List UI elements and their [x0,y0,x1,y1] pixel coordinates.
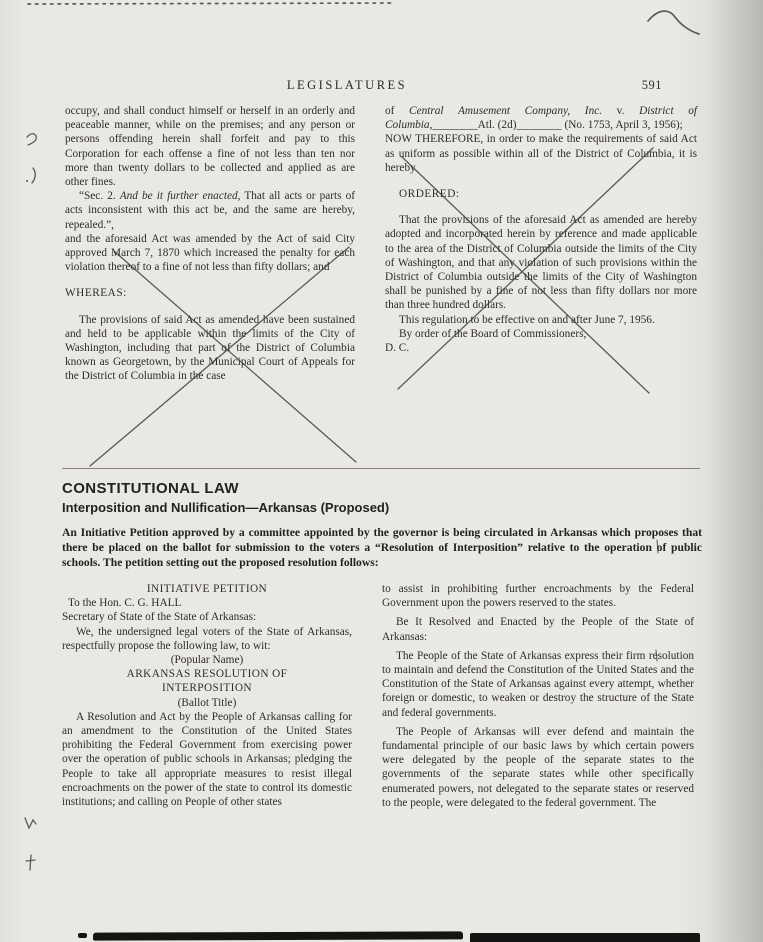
whereas-heading: WHEREAS: [65,287,127,300]
scan-artifact-bar [470,933,700,942]
ordinance-left-column [65,104,355,384]
page-header [62,78,702,94]
article-left-column [62,582,352,810]
ballot-title-label: (Ballot Title) [177,696,237,709]
ordinance-right-column [385,104,697,384]
text-run: That all acts or parts of acts inconsistent with this act be, and the same are hereby, repealed.”, [65,190,355,231]
paragraph: A Resolution and Act by the People of Arkansas calling for an amendment to the Constitution of the United States prohibiting the Federal Government from exercising power over the operation of public schools in Arkansas; pledging the People to take all appropriate measures to resist illegal encroachments on the power of the state to control its domestic institutions; and calling on People of other states [62,710,352,809]
text-run: of [385,105,410,117]
text-run: D. C. [385,342,410,355]
paragraph: We, the undersigned legal voters of the State of Arkansas, respectfully propose the following law, to wit: [62,625,352,652]
article-lead: An Initiative Petition approved by a committee appointed by the governor is being circulated in Arkansas which proposes that there be placed on the ballot for submission to the voters a “Resolution of Interposition” relative to the operation of public schools. The petition setting out the proposed resolution follows: [62,526,702,569]
page-edge-shadow [705,0,763,942]
margin-scribble [32,168,35,183]
addressee-line: To the Hon. C. G. HALL [68,597,182,610]
constitutional-law-article [62,480,702,810]
text-run: v. [602,105,640,117]
margin-scribble [26,855,35,870]
ordered-heading: ORDERED: [399,188,460,201]
margin-dot [26,180,28,182]
resolution-title: INTERPOSITION [162,682,252,695]
pen-check-icon [648,11,699,34]
case-citation-paragraph [385,104,697,132]
paragraph: The People of the State of Arkansas express their firm resolution to maintain and defend the Constitution of the United States and the Constitution of the State of Arkansas against every attempt, whether foreign or domestic, to weaken or destroy the structure of the State and federal governments. [382,649,694,719]
petition-heading: INITIATIVE PETITION [146,583,268,595]
running-head: LEGISLATURES [286,78,408,92]
paragraph: and the aforesaid Act was amended by the Act of said City approved March 7, 1870 which increased the penalty for each violation thereof to a fine of not less than fifty dollars; and [65,232,355,274]
case-name: Central Amusement Company, Inc. [409,105,603,117]
paragraph [65,189,355,232]
text-run: By order of the Board of Commissioners, [399,327,587,340]
scan-artifact-bar [93,931,463,940]
resolution-title: ARKANSAS RESOLUTION OF [126,668,288,681]
dotted-line-top [28,3,395,4]
addressee-line: Secretary of State of the State of Arkansas: [62,611,257,624]
margin-scribble [27,134,36,145]
text-run: ________Atl. (2d)________ (No. 1753, April 3, 1956); [432,119,683,132]
paragraph: to assist in prohibiting further encroachments by the Federal Government upon the powers reserved to the states. [382,583,694,610]
paragraph: Be It Resolved and Enacted by the People of the State of Arkansas: [382,616,694,643]
article-columns [62,582,702,810]
case-name: District of Columbia, [385,105,697,132]
page-number: 591 [641,78,662,92]
section-divider [62,468,700,469]
paragraph: The provisions of said Act as amended have been sustained and held to be applicable within the limits of the City of Washington, including that part of the District of Columbia known as Georgetown, by the Municipal Court of Appeals for the District of Columbia in the case [65,313,355,383]
paragraph: This regulation to be effective on and after June 7, 1956. [399,313,655,326]
scan-artifact-bar [78,933,87,938]
article-subtitle: Interposition and Nullification—Arkansas (Proposed) [62,500,390,515]
ordinance-section [65,104,697,384]
margin-scribble [25,818,36,828]
paragraph: occupy, and shall conduct himself or herself in an orderly and peaceable manner, while on the premises; and any person or persons offending herein shall forfeit and pay to this Corporation for each offense a fine of not less than ten nor more than twenty dollars to be collected and applied as are other fines. [65,105,355,189]
article-right-column [382,582,694,810]
paragraph: The People of Arkansas will ever defend and maintain the fundamental principle of our basic laws by which certain powers were delegated by the people of the separate states to the governments of the separate states while other specifically enumerated powers, not delegated to the separate states or reserved to the people, were delegated to the federal government. The [382,725,694,809]
article-title: CONSTITUTIONAL LAW [62,480,239,497]
paragraph: NOW THEREFORE, in order to make the requirements of said Act as uniform as possible within all of the District of Columbia, it is hereby [385,133,697,174]
text-run-italic: And be it further enacted, [119,190,241,203]
popular-name-label: (Popular Name) [170,654,244,667]
paragraph [385,327,697,355]
text-run: “Sec. 2. [79,190,120,203]
paragraph: That the provisions of the aforesaid Act as amended are hereby adopted and incorporated herein by reference and made applicable to the area of the District of Columbia outside the limits of the City of Washington, and that any violation of such provisions within the District of Columbia outside the limits of the City of Washington shall be punished by a fine of not less than fifty dollars nor more than three hundred dollars. [385,214,697,312]
